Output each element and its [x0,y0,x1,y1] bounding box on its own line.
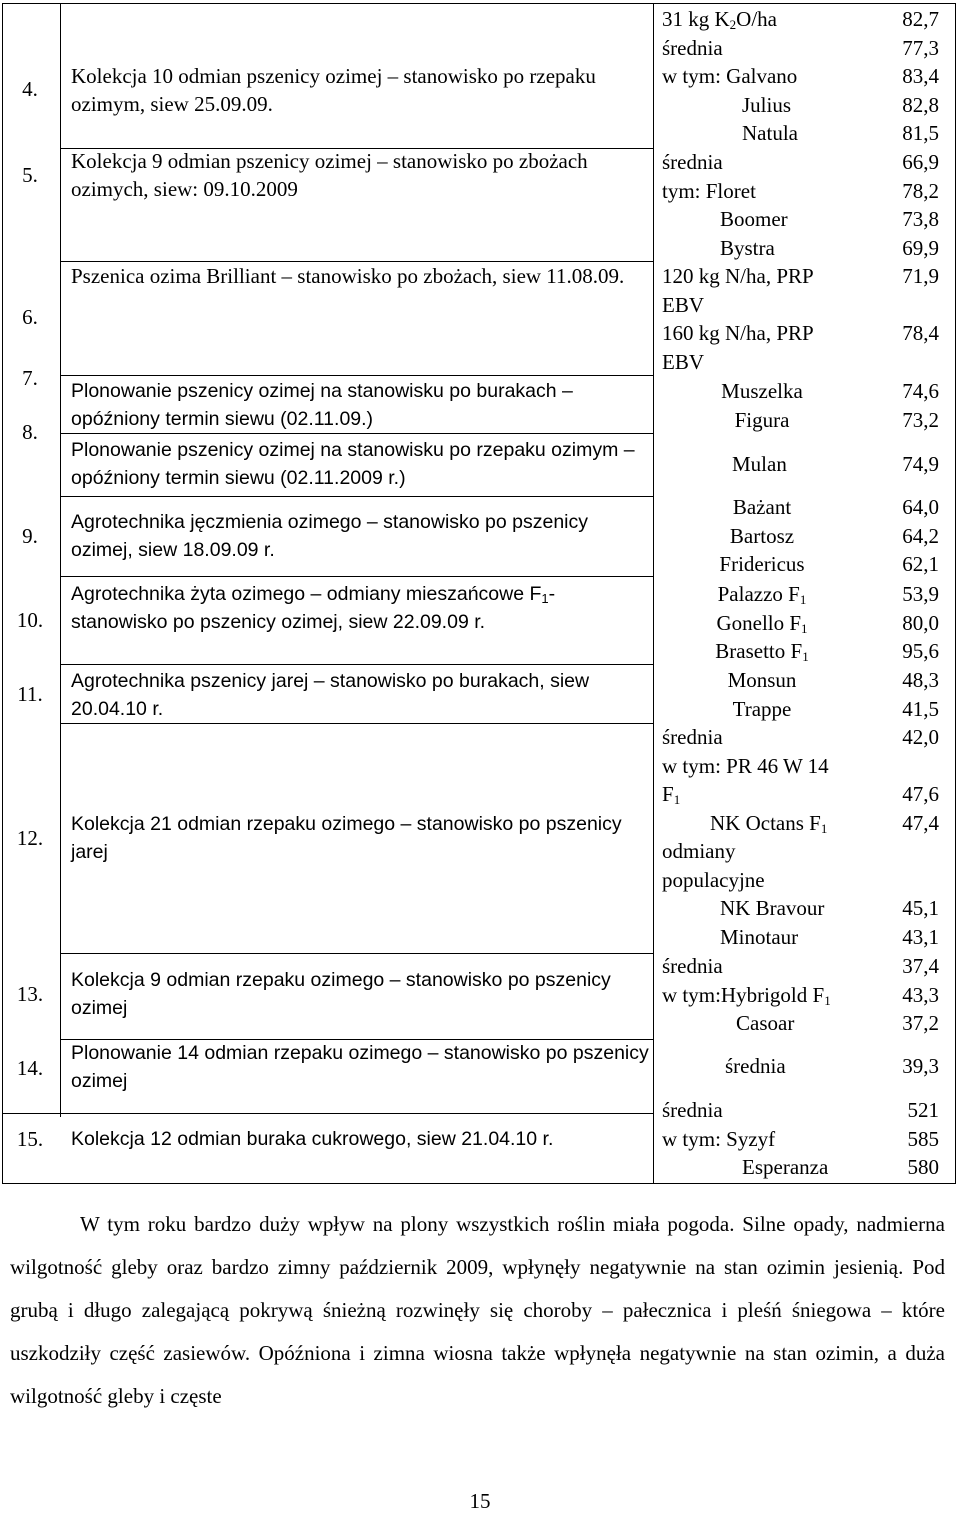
yield-value: 41,5 [902,696,939,721]
variety-text: Casoar [736,1011,795,1035]
yield-value: 73,2 [902,407,939,432]
yield-value: 78,2 [902,178,939,203]
row-9-yields [862,493,939,579]
row-description: Agrotechnika jęczmienia ozimego – stanowisko po pszenicy ozimej, siew 18.09.09 r. [71,511,589,561]
row-8-yield: 74,9 [902,452,939,476]
yield-value: 580 [907,1155,939,1179]
row-divider [60,953,654,954]
row-divider [60,664,654,665]
row-11-varieties [662,666,882,723]
yield-value: 42,0 [902,725,939,749]
row-description: Plonowanie pszenicy ozimej na stanowisku po rzepaku ozimym – opóźniony termin siewu (02.11.2009 r.) [71,439,635,489]
yield-value: 47,6 [902,782,939,806]
row-number: 4. [22,77,38,101]
row-number: 7. [22,366,38,390]
variety-text: Bystra [720,235,775,260]
row-number: 11. [17,682,43,706]
body-paragraph [10,1203,945,1418]
subscript: 1 [802,649,809,664]
variety-text: Palazzo F [717,582,800,606]
variety-text: 120 kg N/ha, PRP [662,264,814,288]
row-15-varieties [662,1096,862,1182]
variety-text: populacyjne [662,867,765,892]
row-description: Kolekcja 9 odmian rzepaku ozimego – stanowisko po pszenicy ozimej [71,969,611,1019]
row-12-yields [862,723,939,951]
row-5-varieties [662,148,862,262]
row-divider [60,375,654,376]
row-10-varieties [662,580,882,666]
variety-text: średnia [662,150,723,174]
row-10-yields [862,580,939,666]
subscript: 1 [824,992,831,1008]
row-13-yields [862,952,939,1038]
variety-text: O/ha [736,7,777,31]
yield-value: 64,2 [902,523,939,548]
row-14-yield: 39,3 [902,1054,939,1078]
variety-text: Boomer [720,207,788,231]
variety-text: Figura [734,407,790,432]
variety-text: Minotaur [720,924,799,949]
table-border-bottom [2,1183,956,1184]
variety-text: w tym: PR 46 W 14 [662,753,829,778]
yield-value: 53,9 [902,582,939,606]
row-divider [60,496,654,497]
row-number: 8. [22,420,38,444]
yield-value: 62,1 [902,552,939,576]
variety-text: Trappe [732,696,792,721]
yield-value: 82,7 [902,7,939,31]
row-6-varieties [662,262,862,376]
subscript: 2 [729,17,737,32]
yield-value: 82,8 [902,92,939,117]
yield-value: 43,1 [902,924,939,949]
variety-text: średnia [662,35,723,60]
variety-text: Monsun [727,668,797,692]
yield-value: 81,5 [902,121,939,145]
row-5-yields [862,148,939,262]
yield-value: 585 [907,1126,939,1151]
variety-text: Muszelka [721,379,803,403]
variety-text: Fridericus [719,552,805,576]
row-description: Kolekcja 9 odmian pszenicy ozimej – stanowisko po zbożach ozimych, siew: 09.10.2009 [71,149,588,201]
variety-text: Julius [742,92,792,117]
variety-text: średnia [662,725,723,749]
variety-text: EBV [662,292,704,317]
yield-value: 80,0 [902,610,939,635]
row-description: Agrotechnika pszenicy jarej – stanowisko po burakach, siew 20.04.10 r. [71,670,590,720]
variety-text: średnia [662,1098,723,1122]
variety-text: odmiany [662,839,736,863]
yield-value: 64,0 [902,495,939,519]
yield-value: 73,8 [902,207,939,231]
yield-value: 66,9 [902,150,939,174]
row-15-yields [862,1096,939,1182]
row-number: 5. [22,163,38,187]
yield-value: 37,4 [902,954,939,978]
desc-text: - stanowisko po pszenicy ozimej, siew 22.09.09 r. [71,583,556,633]
row-number: 9. [22,524,38,548]
row-4-yields [862,5,939,148]
variety-text: EBV [662,349,704,374]
yield-value: 69,9 [902,235,939,260]
variety-text: Gonello F [716,610,802,635]
yield-value: 521 [907,1098,939,1122]
subscript: 1 [541,591,549,606]
row-9-varieties [662,493,882,579]
yield-value: 83,4 [902,64,939,88]
row-7-yields [862,377,939,434]
subscript: 1 [801,620,808,636]
variety-text: Natula [742,121,798,145]
row-description: Kolekcja 10 odmian pszenicy ozimej – stanowisko po rzepaku ozimym, siew 25.09.09. [71,64,596,116]
row-number: 10. [16,608,44,632]
variety-text: NK Bravour [720,896,825,920]
variety-text: NK Octans F [710,810,821,835]
table-col-divider-1 [60,3,61,1117]
row-number: 13. [16,982,44,1006]
yield-value: 74,6 [902,379,939,403]
row-divider [60,723,654,724]
row-13-varieties [662,952,862,1038]
variety-text: tym: Floret [662,178,756,203]
yield-value: 37,2 [902,1011,939,1035]
variety-text: Esperanza [742,1155,829,1179]
yield-value: 48,3 [902,668,939,692]
row-8-variety: Mulan [732,452,787,476]
row-number: 14. [16,1056,44,1080]
row-11-yields [862,666,939,723]
row-description: Kolekcja 12 odmian buraka cukrowego, siew 21.04.10 r. [71,1128,554,1150]
table-border-top [2,3,956,4]
variety-text: 160 kg N/ha, PRP [662,321,814,345]
variety-text: Bartosz [729,523,795,548]
subscript: 1 [799,592,807,607]
yield-value: 43,3 [902,982,939,1007]
row-description: Pszenica ozima Brilliant – stanowisko po zbożach, siew 11.08.09. [71,264,625,288]
page-number: 15 [469,1489,491,1513]
yield-value: 47,4 [902,810,939,835]
variety-text: w tym: Galvano [662,64,798,88]
table-col-divider-2 [653,3,654,1184]
variety-text: średnia [662,954,723,978]
yield-value: 45,1 [902,896,939,920]
desc-text: Agrotechnika żyta ozimego – odmiany mieszańcowe F [71,583,542,605]
yield-value: 71,9 [902,264,939,288]
variety-text: w tym:Hybrigold F [662,982,825,1007]
row-divider [2,1113,654,1114]
row-4-varieties [662,5,862,148]
row-7-varieties [662,377,882,434]
row-description: Plonowanie pszenicy ozimej na stanowisku po burakach – opóźniony termin siewu (02.11.09.) [71,380,573,430]
subscript: 1 [820,820,828,836]
row-description: Kolekcja 21 odmian rzepaku ozimego – stanowisko po pszenicy jarej [71,813,622,863]
subscript: 1 [673,792,681,807]
variety-text: w tym: Syzyf [662,1126,776,1151]
yield-value: 77,3 [902,35,939,60]
variety-text: F [662,782,674,806]
row-divider [60,576,654,577]
variety-text: Brasetto F [715,639,803,663]
variety-text: 31 kg K [662,7,730,31]
row-number: 6. [22,305,38,329]
variety-text: Bażant [732,495,792,519]
yield-value: 78,4 [902,321,939,345]
table-border-right [955,3,956,1184]
yield-value: 95,6 [902,639,939,663]
row-description: Plonowanie 14 odmian rzepaku ozimego – stanowisko po pszenicy ozimej [71,1042,649,1092]
row-number: 12. [16,826,44,850]
row-description [71,580,651,636]
row-12-varieties [662,723,862,951]
row-number: 15. [16,1127,44,1151]
row-divider [60,433,654,434]
paragraph-text: W tym roku bardzo duży wpływ na plony wszystkich roślin miała pogoda. Silne opady, nadmierna wilgotność gleby oraz bardzo zimny październik 2009, wpłynęły negatywnie na stan ozimin jesienią. Pod grubą i długo zalegającą pokrywą śnieżną rozwinęły się choroby – pałecznica i pleśń śniegowa – które uszkodziły część zasiewów. Opóźniona i zimna wiosna także wpłynęła negatywnie na stan ozimin, a duża wilgotność gleby i częste [10,1212,945,1408]
row-14-variety: średnia [725,1054,786,1078]
row-6-yields [862,262,939,348]
